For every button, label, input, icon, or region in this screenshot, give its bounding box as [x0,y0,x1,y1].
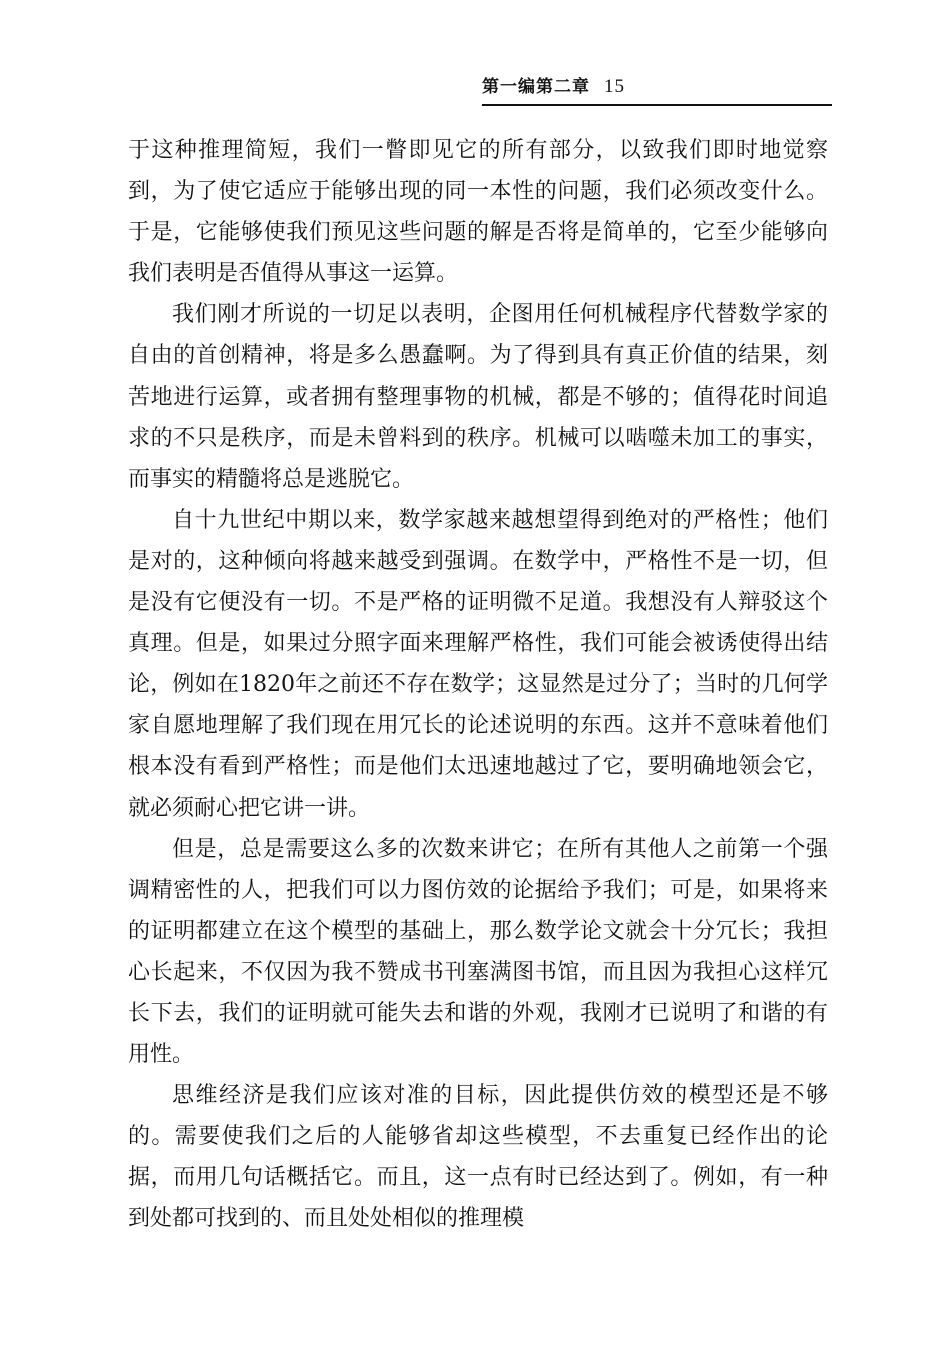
paragraph-economy-of-thought: 思维经济是我们应该对准的目标，因此提供仿效的模型还是不够的。需要使我们之后的人能够省却这些模型，不去重复已经作出的论据，而用几句话概括它。而且，这一点有时已经达到了。例如，有一种到处都可找到的、而且处处相似的推理模 [128,1083,828,1232]
paragraph-mechanical-procedures: 我们刚才所说的一切足以表明，企图用任何机械程序代替数学家的自由的首创精神，将是多么愚蠢啊。为了得到具有真正价值的结果，刻苦地进行运算，或者拥有整理事物的机械，都是不够的；值得花时间追求的不只是秩序，而是未曾料到的秩序。机械可以啮噬未加工的事实，而事实的精髓将总是逃脱它。 [128,302,828,492]
paragraph-continuation: 于这种推理简短，我们一瞥即见它的所有部分，以致我们即时地觉察到，为了使它适应于能够出现的同一本性的问题，我们必须改变什么。于是，它能够使我们预见这些问题的解是否将是简单的，它至少能够向我们表明是否值得从事这一运算。 [128,138,828,287]
running-title: 第一编第二章 [482,77,590,97]
body-text [128,130,828,1240]
paragraph-precision: 但是，总是需要这么多的次数来讲它；在所有其他人之前第一个强调精密性的人，把我们可以力图仿效的论据给予我们；可是，如果将来的证明都建立在这个模型的基础上，那么数学论文就会十分冗长；我担心长起来，不仅因为我不赞成书刊塞满图书馆，而且因为我担心这样冗长下去，我们的证明就可能失去和谐的外观，我刚才已说明了和谐的有用性。 [128,836,828,1068]
running-head [482,72,832,102]
page-number: 15 [604,76,625,97]
paragraph-rigor: 自十九世纪中期以来，数学家越来越想望得到绝对的严格性；他们是对的，这种倾向将越来越受到强调。在数学中，严格性不是一切，但是没有它便没有一切。不是严格的证明微不足道。我想没有人辩驳这个真理。但是，如果过分照字面来理解严格性，我们可能会被诱使得出结论，例如在1820年之前还不存在数学；这显然是过分了；当时的几何学家自愿地理解了我们现在用冗长的论述说明的东西。这并不意味着他们根本没有看到严格性；而是他们太迅速地越过了它，要明确地领会它，就必须耐心把它讲一讲。 [128,507,828,821]
header-rule [482,104,832,106]
